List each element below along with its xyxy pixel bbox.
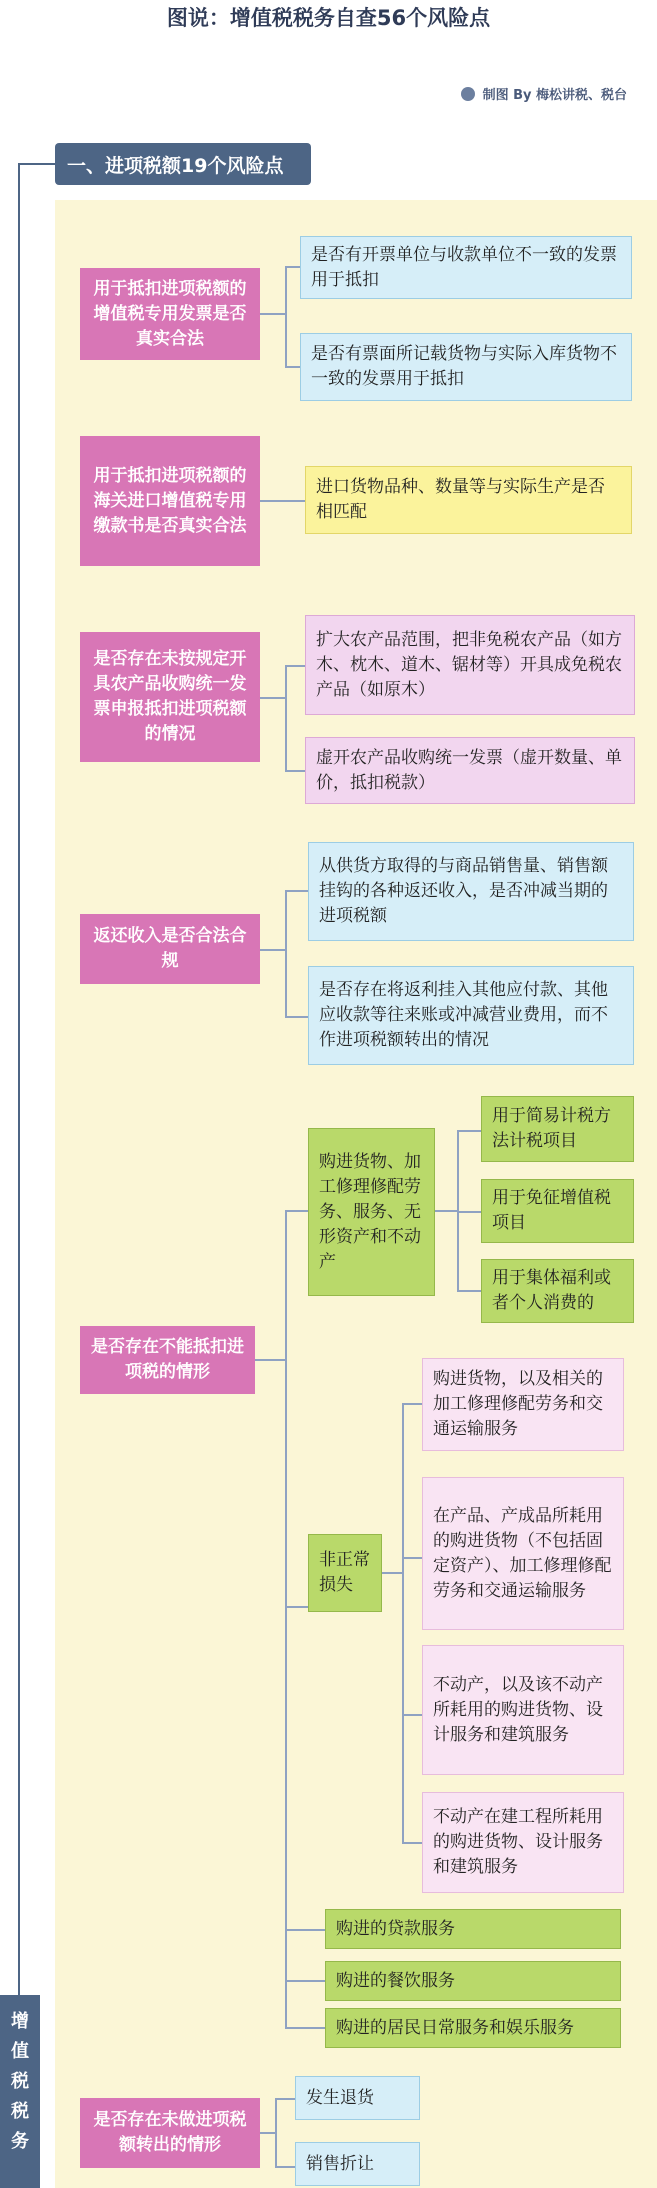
- risk-item: 进口货物品种、数量等与实际生产是否相匹配: [305, 466, 632, 534]
- connector: [285, 665, 287, 771]
- connector: [402, 1403, 422, 1405]
- root-connector-line: [18, 163, 20, 1998]
- subgroup-label: 非正常损失: [308, 1534, 382, 1612]
- connector: [285, 1210, 287, 2028]
- risk-item: 虚开农产品收购统一发票（虚开数量、单价，抵扣税款）: [305, 737, 635, 804]
- side-tab-char: 税: [11, 2071, 29, 2092]
- risk-item: 在产品、产成品所耗用的购进货物（不包括固定资产）、加工修理修配劳务和交通运输服务: [422, 1477, 624, 1630]
- connector: [382, 1572, 402, 1574]
- page-title: 图说：增值税税务自查56个风险点: [166, 6, 491, 30]
- risk-item: 购进的居民日常服务和娱乐服务: [325, 2008, 621, 2048]
- connector: [285, 1016, 308, 1018]
- connector: [285, 266, 300, 268]
- group-label-2: 用于抵扣进项税额的海关进口增值税专用缴款书是否真实合法: [80, 436, 260, 566]
- connector: [285, 890, 287, 1018]
- connector: [255, 1359, 285, 1361]
- connector: [275, 2098, 277, 2168]
- risk-item: 购进货物，以及相关的加工修理修配劳务和交通运输服务: [422, 1358, 624, 1451]
- connector: [260, 500, 305, 502]
- group-label-3: 是否存在未按规定开具农产品收购统一发票申报抵扣进项税额的情况: [80, 632, 260, 762]
- connector: [285, 2027, 325, 2029]
- side-tab-char: 税: [11, 2101, 29, 2122]
- section-connector-line: [18, 163, 55, 165]
- connector: [260, 697, 285, 699]
- connector: [285, 890, 308, 892]
- connector: [285, 1929, 325, 1931]
- group-label-1: 用于抵扣进项税额的增值税专用发票是否真实合法: [80, 268, 260, 360]
- risk-item: 购进的餐饮服务: [325, 1961, 621, 2001]
- risk-item: 是否有票面所记载货物与实际入库货物不一致的发票用于抵扣: [300, 333, 632, 401]
- risk-item: 是否存在将返利挂入其他应付款、其他应收款等往来账或冲减营业费用，而不作进项税额转出的情况: [308, 966, 634, 1065]
- risk-item: 发生退货: [295, 2076, 420, 2120]
- risk-item: 用于简易计税方法计税项目: [481, 1096, 634, 1162]
- connector: [285, 1210, 308, 1212]
- risk-item: 用于集体福利或者个人消费的: [481, 1259, 634, 1323]
- connector: [457, 1130, 481, 1132]
- connector: [260, 2132, 275, 2134]
- subgroup-label: 购进货物、加工修理修配劳务、服务、无形资产和不动产: [308, 1128, 435, 1296]
- risk-item: 用于免征增值税项目: [481, 1179, 634, 1243]
- bullet-dot-icon: [461, 87, 475, 101]
- connector: [285, 665, 305, 667]
- connector: [457, 1211, 481, 1213]
- side-tab-char: 务: [11, 2131, 29, 2152]
- connector: [402, 1403, 404, 1844]
- risk-item: 从供货方取得的与商品销售量、销售额挂钩的各种返还收入，是否冲减当期的进项税额: [308, 842, 634, 941]
- connector: [285, 366, 300, 368]
- risk-item: 销售折让: [295, 2142, 420, 2186]
- connector: [402, 1714, 422, 1716]
- connector: [275, 2166, 295, 2168]
- credit-text: 制图 By 梅松讲税、税台: [482, 88, 627, 103]
- side-tab-char: 值: [11, 2041, 29, 2062]
- risk-item: 扩大农产品范围，把非免税农产品（如方木、枕木、道木、锯材等）开具成免税农产品（如原木）: [305, 615, 635, 715]
- connector: [457, 1290, 481, 1292]
- group-label-4: 返还收入是否合法合规: [80, 914, 260, 984]
- connector: [285, 1980, 325, 1982]
- connector: [435, 1210, 457, 1212]
- side-tab-char: 增: [11, 2011, 29, 2032]
- connector: [285, 266, 287, 367]
- connector: [402, 1842, 422, 1844]
- connector: [402, 1557, 422, 1559]
- connector: [260, 949, 285, 951]
- group-label-5: 是否存在不能抵扣进项税的情形: [80, 1326, 255, 1394]
- group-label-6: 是否存在未做进项税额转出的情形: [80, 2098, 260, 2168]
- connector: [285, 770, 305, 772]
- connector: [260, 313, 285, 315]
- risk-item: 是否有开票单位与收款单位不一致的发票用于抵扣: [300, 236, 632, 299]
- risk-item: 购进的贷款服务: [325, 1909, 621, 1949]
- risk-item: 不动产在建工程所耗用的购进货物、设计服务和建筑服务: [422, 1792, 624, 1893]
- credit: [461, 84, 627, 103]
- connector: [275, 2098, 295, 2100]
- connector: [285, 1606, 308, 1608]
- risk-item: 不动产，以及该不动产所耗用的购进货物、设计服务和建筑服务: [422, 1645, 624, 1775]
- section-header: 一、进项税额19个风险点: [55, 143, 311, 185]
- side-tab: [0, 1995, 40, 2188]
